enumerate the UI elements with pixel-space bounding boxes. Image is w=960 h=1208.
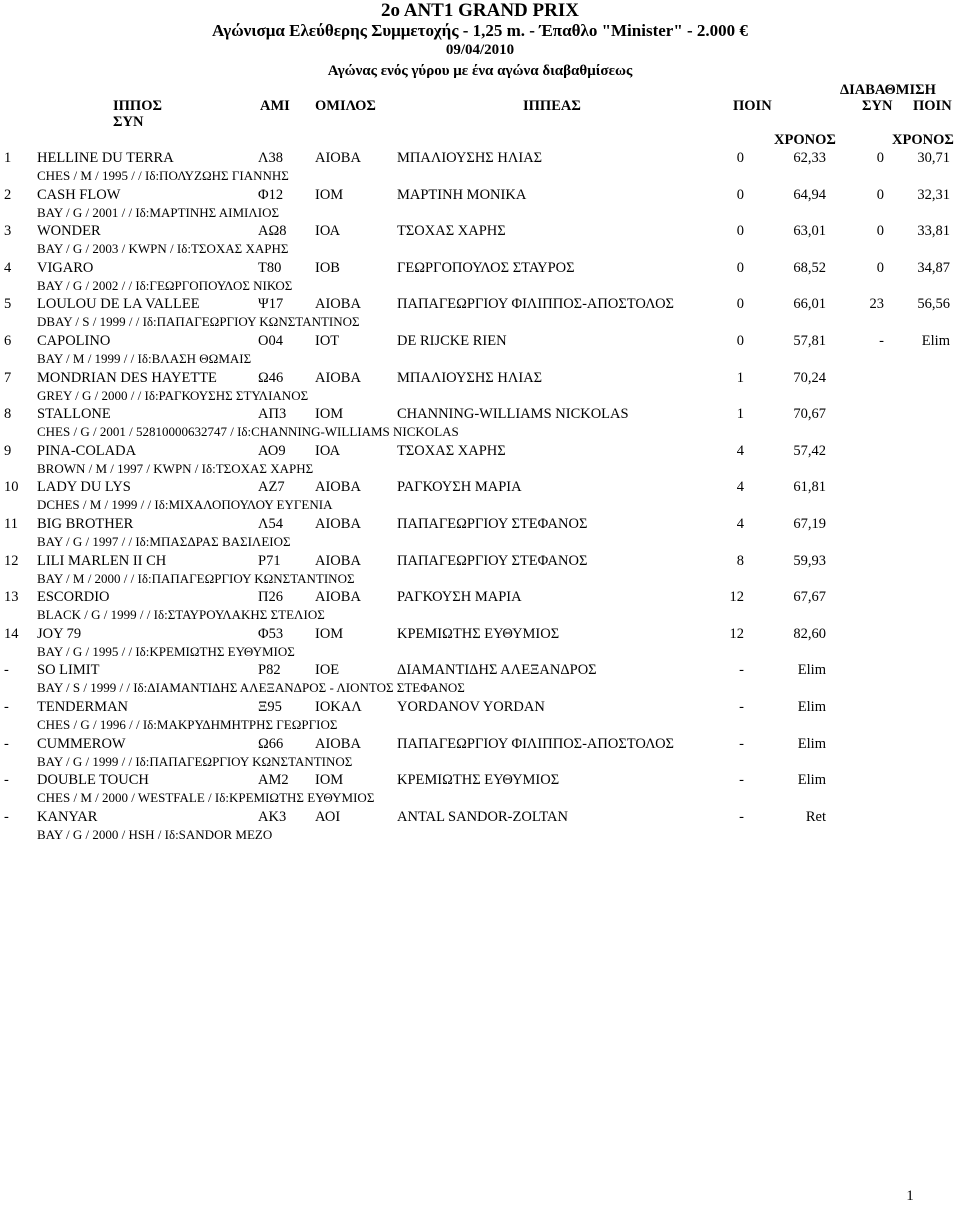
horse-details: CHES / G / 2001 / 52810000632747 / Ιδ:CHANNING-WILLIAMS NICKOLAS [37,424,459,439]
club-cell: ΑΟΙ [315,809,341,825]
time-cell: 68,52 [793,260,826,276]
horse-details: BAY / M / 2000 / / Ιδ:ΠΑΠΑΓΕΩΡΓΙΟΥ ΚΩΝΣΤΑΝΤΙΝΟΣ [37,571,355,586]
horse-details: DBAY / S / 1999 / / Ιδ:ΠΑΠΑΓΕΩΡΓΙΟΥ ΚΩΝΣΤΑΝΤΙΝΟΣ [37,314,360,329]
jumpoff-time-cell: 30,71 [917,150,950,166]
ami-cell: Ρ71 [258,553,281,569]
horse-name: LILI MARLEN II CH [37,553,167,569]
horse-details: DCHES / M / 1999 / / Ιδ:ΜΙΧΑΛΟΠΟΥΛΟΥ ΕΥΓΕΝΙΑ [37,497,333,512]
faults-cell: 12 [729,626,744,642]
rider-name: YORDANOV YORDAN [397,699,545,715]
rank-cell: - [4,772,9,788]
time-cell: Elim [797,662,826,678]
rank-cell: 8 [4,406,12,422]
club-cell: ΙΟΜ [315,406,344,422]
faults-cell: 0 [736,223,744,239]
rider-name: ΚΡΕΜΙΩΤΗΣ ΕΥΘΥΜΙΟΣ [397,626,560,642]
event-format: Αγώνας ενός γύρου με ένα αγώνα διαβαθμίσεως [327,63,633,79]
club-cell: ΑΙΟΒΑ [315,589,361,605]
club-cell: ΙΟΒ [315,260,340,276]
rider-name: ΜΠΑΛΙΟΥΣΗΣ ΗΛΙΑΣ [397,150,543,166]
horse-name: DOUBLE TOUCH [37,772,149,788]
horse-details: BLACK / G / 1999 / / Ιδ:ΣΤΑΥΡΟΥΛΑΚΗΣ ΣΤΕΛΙΟΣ [37,607,325,622]
rider-name: ΡΑΓΚΟΥΣΗ ΜΑΡΙΑ [397,589,522,605]
horse-name: MONDRIAN DES HAYETTE [37,370,217,386]
jumpoff-faults-cell: 23 [869,296,884,312]
jumpoff-time-cell: 32,31 [917,187,950,203]
club-cell: ΑΙΟΒΑ [315,296,361,312]
event-subtitle: Αγώνισμα Ελεύθερης Συμμετοχής - 1,25 m. - Έπαθλο "Minister" - 2.000 € [212,21,748,40]
col-header-jumpoff-faults: ΠΟΙΝ [913,98,952,114]
horse-details: BAY / G / 2001 / / Ιδ:ΜΑΡΤΙΝΗΣ ΑΙΜΙΛΙΟΣ [37,205,280,220]
ami-cell: Φ12 [258,187,284,203]
jumpoff-faults-cell: 0 [876,260,884,276]
rank-cell: 10 [4,479,19,495]
event-date: 09/04/2010 [445,42,515,58]
rank-cell: 13 [4,589,19,605]
club-cell: ΑΙΟΒΑ [315,516,361,532]
col-header-jumpoff-time: ΧΡΟΝΟΣ [892,132,954,148]
horse-details: BAY / G / 1997 / / Ιδ:ΜΠΑΣΔΡΑΣ ΒΑΣΙΛΕΙΟΣ [37,534,291,549]
horse-name: ESCORDIO [37,589,110,605]
club-cell: ΙΟΚΑΛ [315,699,362,715]
horse-name: VIGARO [37,260,94,276]
rank-cell: 7 [4,370,12,386]
jumpoff-faults-cell: 0 [876,187,884,203]
ami-cell: Τ80 [258,260,282,276]
time-cell: 67,67 [793,589,826,605]
ami-cell: ΑΠ3 [258,406,287,422]
time-cell: Elim [797,699,826,715]
time-cell: 62,33 [793,150,826,166]
col-header-rider: ΙΠΠΕΑΣ [523,98,581,114]
time-cell: 64,94 [793,187,826,203]
jumpoff-time-cell: Elim [921,333,950,349]
faults-cell: 0 [736,333,744,349]
time-cell: 57,42 [793,443,826,459]
ami-cell: Ο04 [258,333,283,349]
time-cell: Elim [797,772,826,788]
horse-name: PINA-COLADA [37,443,137,459]
club-cell: ΙΟΜ [315,772,344,788]
horse-details: BAY / G / 2000 / HSH / Ιδ:SANDOR MEZO [37,827,273,842]
rank-cell: 4 [4,260,12,276]
club-cell: ΑΙΟΒΑ [315,479,361,495]
ami-cell: ΑΜ2 [258,772,289,788]
time-cell: 70,67 [793,406,826,422]
horse-details: BAY / G / 1999 / / Ιδ:ΠΑΠΑΓΕΩΡΓΙΟΥ ΚΩΝΣΤΑΝΤΙΝΟΣ [37,754,353,769]
col-header-ami: ΑΜΙ [260,98,290,114]
page-title: 2o ANT1 GRAND PRIX [381,0,579,21]
club-cell: ΙΟΜ [315,626,344,642]
horse-name: LADY DU LYS [37,479,131,495]
faults-cell: 12 [729,589,744,605]
ami-cell: ΑΖ7 [258,479,285,495]
ami-cell: Ψ17 [258,296,284,312]
time-cell: Ret [805,809,826,825]
club-cell: ΑΙΟΒΑ [315,150,361,166]
jumpoff-time-cell: 34,87 [917,260,950,276]
faults-cell: 4 [736,516,744,532]
rider-name: ΚΡΕΜΙΩΤΗΣ ΕΥΘΥΜΙΟΣ [397,772,560,788]
rank-cell: 14 [4,626,19,642]
faults-cell: 8 [736,553,744,569]
faults-cell: 0 [736,187,744,203]
faults-cell: 0 [736,150,744,166]
faults-cell: - [739,736,744,752]
horse-details: BAY / G / 2002 / / Ιδ:ΓΕΩΡΓΟΠΟΥΛΟΣ ΝΙΚΟΣ [37,278,293,293]
horse-name: WONDER [37,223,101,239]
time-cell: 66,01 [793,296,826,312]
col-header-faults: ΠΟΙΝ [733,98,772,114]
rank-cell: 11 [4,516,18,532]
faults-cell: 0 [736,260,744,276]
page-number: 1 [906,1188,914,1204]
col-header-horse: ΙΠΠΟΣ [113,98,162,114]
faults-cell: - [739,662,744,678]
time-cell: 63,01 [793,223,826,239]
time-cell: 82,60 [793,626,826,642]
horse-name: KANYAR [37,809,98,825]
club-cell: ΑΙΟΒΑ [315,736,361,752]
jumpoff-time-cell: 56,56 [917,296,950,312]
rider-name: DE RIJCKE RIEN [397,333,507,349]
horse-details: CHES / M / 1995 / / Ιδ:ΠΟΛΥΖΩΗΣ ΓΙΑΝΝΗΣ [37,168,289,183]
ami-cell: ΑΩ8 [258,223,287,239]
rank-cell: - [4,809,9,825]
rider-name: ΜΠΑΛΙΟΥΣΗΣ ΗΛΙΑΣ [397,370,543,386]
faults-cell: - [739,809,744,825]
rank-cell: - [4,699,9,715]
jumpoff-time-cell: 33,81 [917,223,950,239]
col-header-jumpoff: ΔΙΑΒΑΘΜΙΣΗ [840,82,936,98]
jumpoff-faults-cell: 0 [876,150,884,166]
rank-cell: 6 [4,333,12,349]
ami-cell: Ω46 [258,370,284,386]
rider-name: ΓΕΩΡΓΟΠΟΥΛΟΣ ΣΤΑΥΡΟΣ [397,260,575,276]
horse-details: BAY / M / 1999 / / Ιδ:ΒΛΑΣΗ ΘΩΜΑΙΣ [37,351,252,366]
club-cell: ΙΟΕ [315,662,340,678]
ami-cell: Ω66 [258,736,284,752]
horse-name: CUMMEROW [37,736,126,752]
ami-cell: Ρ82 [258,662,281,678]
horse-details: CHES / G / 1996 / / Ιδ:ΜΑΚΡΥΔΗΜΗΤΡΗΣ ΓΕΩΡΓΙΟΣ [37,717,338,732]
horse-name: TENDERMAN [37,699,129,715]
club-cell: ΑΙΟΒΑ [315,553,361,569]
rank-cell: 1 [4,150,12,166]
horse-details: BAY / S / 1999 / / Ιδ:ΔΙΑΜΑΝΤΙΔΗΣ ΑΛΕΞΑΝΔΡΟΣ - ΛΙΟΝΤΟΣ ΣΤΕΦΑΝΟΣ [37,680,465,695]
horse-name: BIG BROTHER [37,516,134,532]
horse-details: GREY / G / 2000 / / Ιδ:ΡΑΓΚΟΥΣΗΣ ΣΤΥΛΙΑΝΟΣ [37,388,309,403]
ami-cell: Λ54 [258,516,284,532]
horse-name: HELLINE DU TERRA [37,150,174,166]
rider-name: ΠΑΠΑΓΕΩΡΓΙΟΥ ΦΙΛΙΠΠΟΣ-ΑΠΟΣΤΟΛΟΣ [397,736,674,752]
horse-name: JOY 79 [37,626,82,642]
rider-name: ΜΑΡΤΙΝΗ ΜΟΝΙΚΑ [397,187,527,203]
horse-details: BAY / G / 1995 / / Ιδ:ΚΡΕΜΙΩΤΗΣ ΕΥΘΥΜΙΟΣ [37,644,295,659]
col-header-syn: ΣΥΝ [113,114,144,130]
club-cell: ΙΟΑ [315,223,341,239]
col-header-club: ΟΜΙΛΟΣ [315,98,376,114]
rider-name: ΠΑΠΑΓΕΩΡΓΙΟΥ ΣΤΕΦΑΝΟΣ [397,516,588,532]
rank-cell: 2 [4,187,12,203]
time-cell: Elim [797,736,826,752]
rank-cell: - [4,662,9,678]
time-cell: 59,93 [793,553,826,569]
jumpoff-faults-cell: - [879,333,884,349]
rider-name: CHANNING-WILLIAMS NICKOLAS [397,406,629,422]
horse-name: LOULOU DE LA VALLEE [37,296,200,312]
ami-cell: Ξ95 [258,699,282,715]
time-cell: 57,81 [793,333,826,349]
rider-name: ΔΙΑΜΑΝΤΙΔΗΣ ΑΛΕΞΑΝΔΡΟΣ [397,662,597,678]
horse-details: BAY / G / 2003 / KWPN / Ιδ:ΤΣΟΧΑΣ ΧΑΡΗΣ [37,241,289,256]
ami-cell: Λ38 [258,150,284,166]
horse-details: BROWN / M / 1997 / KWPN / Ιδ:ΤΣΟΧΑΣ ΧΑΡΗΣ [37,461,314,476]
faults-cell: 1 [736,370,744,386]
horse-name: STALLONE [37,406,111,422]
rider-name: ΤΣΟΧΑΣ ΧΑΡΗΣ [397,223,506,239]
col-header-jumpoff-syn: ΣΥΝ [862,98,893,114]
club-cell: ΙΟΤ [315,333,340,349]
club-cell: ΙΟΑ [315,443,341,459]
ami-cell: ΑΟ9 [258,443,286,459]
horse-name: SO LIMIT [37,662,100,678]
rider-name: ΠΑΠΑΓΕΩΡΓΙΟΥ ΣΤΕΦΑΝΟΣ [397,553,588,569]
faults-cell: 4 [736,479,744,495]
time-cell: 70,24 [793,370,826,386]
club-cell: ΙΟΜ [315,187,344,203]
col-header-time: ΧΡΟΝΟΣ [774,132,836,148]
horse-name: CASH FLOW [37,187,121,203]
rider-name: ANTAL SANDOR-ZOLTAN [397,809,568,825]
jumpoff-faults-cell: 0 [876,223,884,239]
club-cell: ΑΙΟΒΑ [315,370,361,386]
rider-name: ΤΣΟΧΑΣ ΧΑΡΗΣ [397,443,506,459]
rider-name: ΡΑΓΚΟΥΣΗ ΜΑΡΙΑ [397,479,522,495]
ami-cell: Π26 [258,589,283,605]
rider-name: ΠΑΠΑΓΕΩΡΓΙΟΥ ΦΙΛΙΠΠΟΣ-ΑΠΟΣΤΟΛΟΣ [397,296,674,312]
faults-cell: - [739,699,744,715]
rank-cell: 3 [4,223,12,239]
rank-cell: 5 [4,296,12,312]
faults-cell: 0 [736,296,744,312]
horse-name: CAPOLINO [37,333,111,349]
time-cell: 67,19 [793,516,826,532]
rank-cell: 12 [4,553,19,569]
faults-cell: 1 [736,406,744,422]
faults-cell: 4 [736,443,744,459]
rank-cell: 9 [4,443,12,459]
ami-cell: ΑΚ3 [258,809,287,825]
time-cell: 61,81 [793,479,826,495]
ami-cell: Φ53 [258,626,284,642]
rank-cell: - [4,736,9,752]
horse-details: CHES / M / 2000 / WESTFALE / Ιδ:ΚΡΕΜΙΩΤΗΣ ΕΥΘΥΜΙΟΣ [37,790,375,805]
faults-cell: - [739,772,744,788]
